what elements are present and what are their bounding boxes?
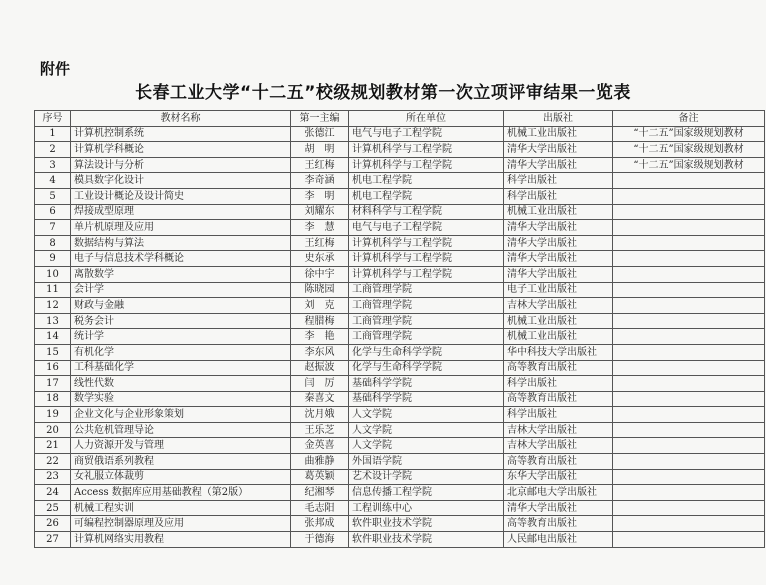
cell-publisher: 科学出版社 [504, 188, 613, 204]
document-title: 长春工业大学“十二五”校级规划教材第一次立项评审结果一览表 [135, 83, 631, 103]
cell-remarks [613, 344, 765, 360]
cell-textbook-name: 女礼服立体裁剪 [71, 469, 291, 485]
cell-no: 24 [35, 485, 71, 501]
cell-publisher: 清华大学出版社 [504, 235, 613, 251]
cell-no: 11 [35, 282, 71, 298]
table-row [35, 532, 765, 548]
cell-no: 17 [35, 376, 71, 392]
cell-remarks [613, 251, 765, 267]
header-publisher: 出版社 [504, 111, 613, 127]
attachment-label: 附件 [40, 60, 71, 78]
cell-remarks [613, 329, 765, 345]
cell-unit: 信息传播工程学院 [349, 485, 504, 501]
cell-no: 23 [35, 469, 71, 485]
cell-first-editor: 刘耀东 [291, 204, 349, 220]
cell-textbook-name: 电子与信息技术学科概论 [71, 251, 291, 267]
cell-first-editor: 李 明 [291, 188, 349, 204]
cell-textbook-name: 统计学 [71, 329, 291, 345]
table-row [35, 454, 765, 470]
table-row [35, 422, 765, 438]
cell-textbook-name: 工科基础化学 [71, 360, 291, 376]
cell-remarks [613, 204, 765, 220]
cell-remarks [613, 282, 765, 298]
cell-first-editor: 陈晓园 [291, 282, 349, 298]
cell-unit: 工商管理学院 [349, 282, 504, 298]
table-row [35, 251, 765, 267]
cell-remarks [613, 438, 765, 454]
cell-publisher: 吉林大学出版社 [504, 422, 613, 438]
cell-first-editor: 徐中宇 [291, 266, 349, 282]
cell-unit: 计算机科学与工程学院 [349, 235, 504, 251]
cell-unit: 工商管理学院 [349, 329, 504, 345]
cell-textbook-name: 算法设计与分析 [71, 157, 291, 173]
cell-textbook-name: 线性代数 [71, 376, 291, 392]
table-row [35, 438, 765, 454]
cell-remarks [613, 391, 765, 407]
cell-textbook-name: 工业设计概论及设计简史 [71, 188, 291, 204]
cell-unit: 机电工程学院 [349, 173, 504, 189]
table-row [35, 329, 765, 345]
cell-remarks [613, 220, 765, 236]
cell-textbook-name: 商贸俄语系列教程 [71, 454, 291, 470]
cell-first-editor: 于德海 [291, 532, 349, 548]
cell-no: 3 [35, 157, 71, 173]
cell-unit: 计算机科学与工程学院 [349, 142, 504, 158]
cell-no: 4 [35, 173, 71, 189]
cell-publisher: 清华大学出版社 [504, 251, 613, 267]
cell-first-editor: 张德江 [291, 126, 349, 142]
cell-remarks [613, 500, 765, 516]
cell-no: 10 [35, 266, 71, 282]
cell-no: 22 [35, 454, 71, 470]
header-no: 序号 [35, 111, 71, 127]
cell-no: 7 [35, 220, 71, 236]
cell-publisher: 东华大学出版社 [504, 469, 613, 485]
cell-unit: 外国语学院 [349, 454, 504, 470]
cell-textbook-name: 离散数学 [71, 266, 291, 282]
cell-unit: 基础科学学院 [349, 376, 504, 392]
cell-first-editor: 胡 明 [291, 142, 349, 158]
header-first-editor: 第一主编 [291, 111, 349, 127]
cell-first-editor: 毛志阳 [291, 500, 349, 516]
cell-no: 14 [35, 329, 71, 345]
cell-remarks [613, 173, 765, 189]
cell-first-editor: 李 慧 [291, 220, 349, 236]
cell-publisher: 华中科技大学出版社 [504, 344, 613, 360]
cell-no: 26 [35, 516, 71, 532]
cell-textbook-name: 财政与金融 [71, 298, 291, 314]
cell-remarks [613, 422, 765, 438]
cell-unit: 电气与电子工程学院 [349, 220, 504, 236]
cell-unit: 工程训练中心 [349, 500, 504, 516]
table-body [35, 126, 765, 547]
table-row [35, 282, 765, 298]
cell-first-editor: 程腊梅 [291, 313, 349, 329]
cell-no: 21 [35, 438, 71, 454]
cell-textbook-name: 有机化学 [71, 344, 291, 360]
cell-unit: 计算机科学与工程学院 [349, 157, 504, 173]
cell-unit: 人文学院 [349, 438, 504, 454]
table-row [35, 298, 765, 314]
cell-remarks [613, 360, 765, 376]
cell-publisher: 清华大学出版社 [504, 157, 613, 173]
cell-remarks: “十二五”国家级规划教材 [613, 126, 765, 142]
cell-no: 25 [35, 500, 71, 516]
cell-textbook-name: 会计学 [71, 282, 291, 298]
cell-unit: 化学与生命科学学院 [349, 360, 504, 376]
table-row [35, 391, 765, 407]
cell-remarks [613, 376, 765, 392]
cell-textbook-name: 模具数字化设计 [71, 173, 291, 189]
cell-unit: 工商管理学院 [349, 313, 504, 329]
cell-no: 6 [35, 204, 71, 220]
cell-publisher: 高等教育出版社 [504, 360, 613, 376]
cell-unit: 人文学院 [349, 422, 504, 438]
cell-no: 8 [35, 235, 71, 251]
cell-textbook-name: 计算机网络实用教程 [71, 532, 291, 548]
header-textbook-name: 教材名称 [71, 111, 291, 127]
cell-remarks [613, 407, 765, 423]
cell-unit: 软件职业技术学院 [349, 516, 504, 532]
cell-no: 12 [35, 298, 71, 314]
cell-unit: 材料科学与工程学院 [349, 204, 504, 220]
cell-no: 15 [35, 344, 71, 360]
cell-first-editor: 李奇涵 [291, 173, 349, 189]
cell-remarks [613, 469, 765, 485]
cell-publisher: 机械工业出版社 [504, 204, 613, 220]
cell-publisher: 吉林大学出版社 [504, 298, 613, 314]
cell-publisher: 清华大学出版社 [504, 266, 613, 282]
table-row [35, 235, 765, 251]
cell-no: 1 [35, 126, 71, 142]
cell-unit: 人文学院 [349, 407, 504, 423]
cell-first-editor: 王红梅 [291, 157, 349, 173]
table-row [35, 204, 765, 220]
cell-first-editor: 赵振波 [291, 360, 349, 376]
cell-no: 16 [35, 360, 71, 376]
cell-no: 19 [35, 407, 71, 423]
table-row [35, 313, 765, 329]
cell-no: 9 [35, 251, 71, 267]
cell-textbook-name: 计算机控制系统 [71, 126, 291, 142]
cell-unit: 艺术设计学院 [349, 469, 504, 485]
cell-textbook-name: 人力资源开发与管理 [71, 438, 291, 454]
cell-remarks [613, 516, 765, 532]
table-row [35, 266, 765, 282]
table-row [35, 485, 765, 501]
cell-textbook-name: 计算机学科概论 [71, 142, 291, 158]
cell-remarks [613, 313, 765, 329]
cell-remarks [613, 532, 765, 548]
cell-unit: 计算机科学与工程学院 [349, 251, 504, 267]
cell-no: 20 [35, 422, 71, 438]
cell-first-editor: 李东风 [291, 344, 349, 360]
cell-first-editor: 王红梅 [291, 235, 349, 251]
cell-remarks [613, 485, 765, 501]
cell-unit: 电气与电子工程学院 [349, 126, 504, 142]
cell-first-editor: 葛英颖 [291, 469, 349, 485]
table-row [35, 376, 765, 392]
cell-remarks [613, 298, 765, 314]
cell-textbook-name: 数据结构与算法 [71, 235, 291, 251]
cell-textbook-name: Access 数据库应用基础教程（第2版） [71, 485, 291, 501]
cell-first-editor: 王乐芝 [291, 422, 349, 438]
cell-unit: 软件职业技术学院 [349, 532, 504, 548]
cell-no: 5 [35, 188, 71, 204]
cell-unit: 化学与生命科学学院 [349, 344, 504, 360]
cell-publisher: 人民邮电出版社 [504, 532, 613, 548]
cell-textbook-name: 数学实验 [71, 391, 291, 407]
cell-publisher: 清华大学出版社 [504, 220, 613, 236]
header-unit: 所在单位 [349, 111, 504, 127]
cell-first-editor: 李 艳 [291, 329, 349, 345]
cell-publisher: 高等教育出版社 [504, 391, 613, 407]
table-row [35, 157, 765, 173]
cell-first-editor: 史东承 [291, 251, 349, 267]
cell-remarks: “十二五”国家级规划教材 [613, 157, 765, 173]
cell-remarks [613, 188, 765, 204]
cell-textbook-name: 税务会计 [71, 313, 291, 329]
cell-unit: 工商管理学院 [349, 298, 504, 314]
table-row [35, 188, 765, 204]
table-header-row [35, 111, 765, 127]
cell-unit: 基础科学学院 [349, 391, 504, 407]
cell-publisher: 高等教育出版社 [504, 454, 613, 470]
table-row [35, 469, 765, 485]
table-row [35, 344, 765, 360]
table-row [35, 173, 765, 189]
cell-publisher: 吉林大学出版社 [504, 438, 613, 454]
table-row [35, 407, 765, 423]
cell-remarks [613, 235, 765, 251]
cell-textbook-name: 可编程控制器原理及应用 [71, 516, 291, 532]
cell-textbook-name: 机械工程实训 [71, 500, 291, 516]
cell-publisher: 科学出版社 [504, 376, 613, 392]
cell-publisher: 清华大学出版社 [504, 500, 613, 516]
cell-publisher: 高等教育出版社 [504, 516, 613, 532]
table-row [35, 360, 765, 376]
cell-no: 13 [35, 313, 71, 329]
cell-first-editor: 刘 克 [291, 298, 349, 314]
cell-publisher: 北京邮电大学出版社 [504, 485, 613, 501]
table-row [35, 142, 765, 158]
cell-publisher: 科学出版社 [504, 173, 613, 189]
table-row [35, 500, 765, 516]
cell-remarks: “十二五”国家级规划教材 [613, 142, 765, 158]
table-row [35, 220, 765, 236]
cell-first-editor: 沈月娥 [291, 407, 349, 423]
cell-publisher: 机械工业出版社 [504, 329, 613, 345]
cell-publisher: 机械工业出版社 [504, 126, 613, 142]
cell-publisher: 科学出版社 [504, 407, 613, 423]
header-remarks: 备注 [613, 111, 765, 127]
cell-textbook-name: 单片机原理及应用 [71, 220, 291, 236]
table-row [35, 126, 765, 142]
table-row [35, 516, 765, 532]
cell-remarks [613, 454, 765, 470]
cell-textbook-name: 焊接成型原理 [71, 204, 291, 220]
cell-no: 2 [35, 142, 71, 158]
cell-no: 27 [35, 532, 71, 548]
cell-publisher: 电子工业出版社 [504, 282, 613, 298]
cell-publisher: 机械工业出版社 [504, 313, 613, 329]
cell-no: 18 [35, 391, 71, 407]
cell-unit: 机电工程学院 [349, 188, 504, 204]
cell-first-editor: 闫 厉 [291, 376, 349, 392]
results-table [34, 110, 765, 548]
cell-first-editor: 纪湘琴 [291, 485, 349, 501]
cell-first-editor: 秦喜文 [291, 391, 349, 407]
cell-unit: 计算机科学与工程学院 [349, 266, 504, 282]
cell-first-editor: 曲雅静 [291, 454, 349, 470]
cell-first-editor: 张邦成 [291, 516, 349, 532]
cell-textbook-name: 企业文化与企业形象策划 [71, 407, 291, 423]
cell-textbook-name: 公共危机管理导论 [71, 422, 291, 438]
cell-publisher: 清华大学出版社 [504, 142, 613, 158]
cell-first-editor: 金英喜 [291, 438, 349, 454]
cell-remarks [613, 266, 765, 282]
